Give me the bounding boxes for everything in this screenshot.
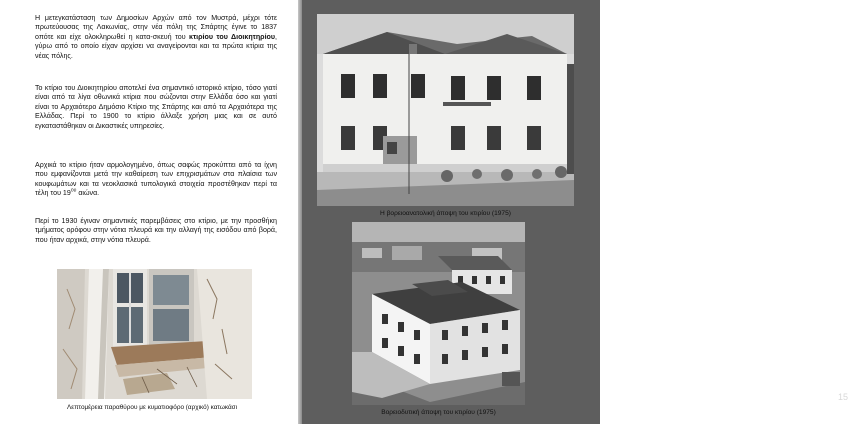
bold-building-name: κτιρίου του Διοικητηρίου	[189, 32, 276, 41]
page-number: 15	[838, 392, 848, 402]
northeast-view-photo	[317, 14, 574, 206]
paragraph-1930-interventions: Περί το 1930 έγιναν σημαντικές παρεμβάσεις στο κτίριο, με την προσθήκη τμήματος ορόφου στην νότια πλευρά και την αλλαγή της εισόδου από βορά, που ήταν αρχικά, στην νότια πλευρά.	[35, 217, 277, 244]
northwest-view-photo	[352, 222, 525, 405]
northwest-view-caption: Βορειοδυτική άποψη του κτιρίου (1975)	[381, 409, 496, 416]
paragraph-text: Αρχικά το κτίριο ήταν αρμολογημένο, όπως σαφώς προκύπτει από τα ίχνη που εμφανίζονται μετά την καθαίρεση των επιχρισμάτων στα πλαίσια των κουφωμάτων και τα νεοκλασικά τυπολογικά στοιχεία προστέθηκαν περί τα τέλη του 19	[35, 161, 277, 198]
window-detail-caption: Λεπτομέρεια παραθύρου με κυματιοφόρο (αρχικό) κατωκάσι	[66, 404, 238, 411]
paragraph-relocation	[35, 14, 277, 61]
right-page	[302, 0, 848, 424]
window-detail-photo	[57, 269, 252, 399]
paragraph-text: , γύρω από το οποίο είχαν αρχίσει να αναγείρονται και τα πρώτα κτίρια της νέας πόλης.	[35, 32, 277, 60]
superscript-ordinal: ου	[70, 187, 77, 194]
paragraph-original-masonry	[35, 161, 277, 199]
paragraph-historic-building: Το κτίριο του Διοικητηρίου αποτελεί ένα σημαντικό ιστορικό κτίριο, τόσο γιατί είναι από τα λίγα οθωνικά κτίρια που σώζονται στην Ελλάδα όσο και γιατί είναι το Αρχαιότερο Δημόσιο Κτίριο της Σπάρτης και από τα Αρχαιότερα της Ελλάδας. Περί το 1900 το κτίριο άλλαξε χρήση μιας και σε αυτό εγκαταστάθηκαν οι Δικαστικές υπηρεσίες.	[35, 84, 277, 130]
paragraph-text: αιώνα.	[76, 189, 100, 198]
left-page	[0, 0, 298, 424]
paragraph-text: Η μετεγκατάσταση των Δημοσίων Αρχών από τον Μυστρά, μέχρι τότε πρωτεύουσας της Λακωνίας, στην νέα πόλη της Σπάρτης έγινε το 1837 οπότε και είχε ολοκληρωθεί η κατα-σκευή του	[35, 14, 277, 41]
northeast-view-caption: Η βορειοανατολική άποψη του κτιρίου (1975)	[380, 210, 511, 217]
